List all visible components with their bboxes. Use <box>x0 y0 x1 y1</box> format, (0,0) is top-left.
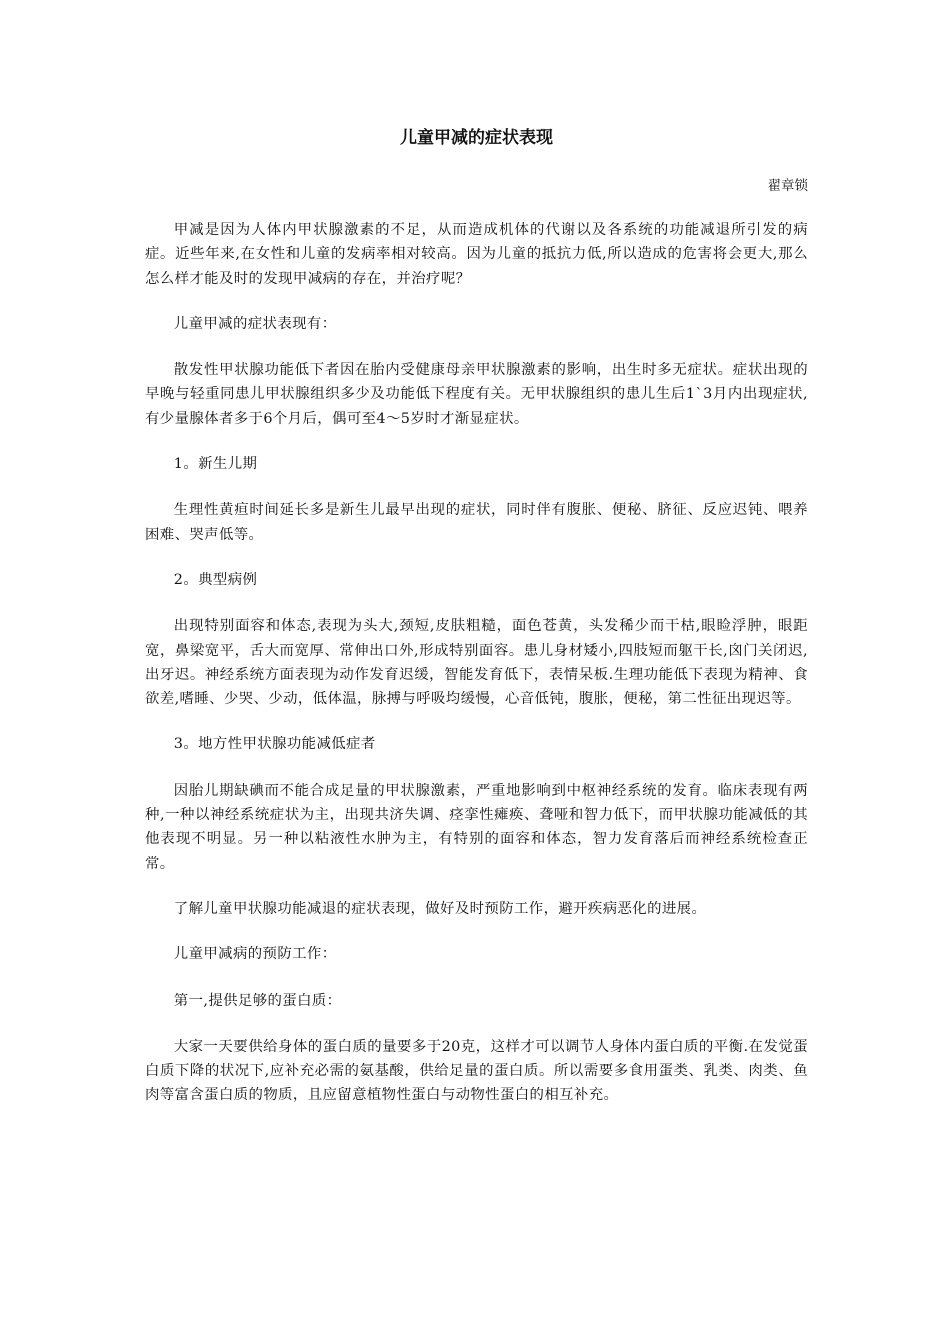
paragraph-prevention-heading: 儿童甲减病的预防工作： <box>173 946 337 963</box>
paragraph-newborn: 生理性黄疸时间延长多是新生儿最早出现的症状，同时伴有腹胀、便秘、脐征、反应迟钝、喂养困难、哭声低等。 <box>145 502 808 543</box>
section-heading-typical: 2。典型病例 <box>173 571 258 588</box>
paragraph-protein: 大家一天要供给身体的蛋白质的量要多于20克，这样才可以调节人身体内蛋白质的平衡.在发觉蛋白质下降的状况下,应补充必需的氨基酸，供给足量的蛋白质。所以需要多食用蛋类、乳类、肉类、鱼肉等富含蛋白质的物质，且应留意植物性蛋白与动物性蛋白的相互补充。 <box>145 1038 808 1104</box>
section-heading-newborn: 1。新生儿期 <box>173 456 258 473</box>
document-author: 翟章锁 <box>767 178 808 194</box>
paragraph-sporadic-type: 散发性甲状腺功能低下者因在胎内受健康母亲甲状腺激素的影响，出生时多无症状。症状出现的早晚与轻重同患儿甲状腺组织多少及功能低下程度有关。无甲状腺组织的患儿生后1`3月内出现症状,有少量腺体者多于6个月后，偶可至4～5岁时才渐显症状。 <box>145 362 808 427</box>
paragraph-symptoms-heading: 儿童甲减的症状表现有： <box>173 315 337 332</box>
document-title: 儿童甲减的症状表现 <box>400 128 553 148</box>
document-body <box>145 218 808 1129</box>
paragraph-summary: 了解儿童甲状腺功能减退的症状表现，做好及时预防工作，避开疾病恶化的进展。 <box>173 900 707 917</box>
section-heading-protein: 第一,提供足够的蛋白质： <box>173 992 342 1009</box>
paragraph-intro: 甲减是因为人体内甲状腺激素的不足，从而造成机体的代谢以及各系统的功能减退所引发的病症。近些年来,在女性和儿童的发病率相对较高。因为儿童的抵抗力低,所以造成的危害将会更大,那么怎么样才能及时的发现甲减病的存在，并治疗呢？ <box>145 222 808 287</box>
paragraph-typical: 出现特别面容和体态,表现为头大,颈短,皮肤粗糙，面色苍黄，头发稀少而干枯,眼睑浮肿，眼距宽，鼻梁宽平，舌大而宽厚、常伸出口外,形成特别面容。患儿身材矮小,四肢短而躯干长,囟门关闭迟,出牙迟。神经系统方面表现为动作发育迟缓，智能发育低下，表情呆板.生理功能低下表现为精神、食欲差,嗜睡、少哭、少动，低体温，脉搏与呼吸均缓慢，心音低钝，腹胀，便秘，第二性征出现迟等。 <box>145 618 808 708</box>
section-heading-endemic: 3。地方性甲状腺功能减低症者 <box>173 736 376 753</box>
paragraph-endemic: 因胎儿期缺碘而不能合成足量的甲状腺激素，严重地影响到中枢神经系统的发育。临床表现有两种,一种以神经系统症状为主，出现共济失调、痉挛性瘫痪、聋哑和智力低下，而甲状腺功能减低的其他表现不明显。另一种以粘液性水肿为主，有特别的面容和体态，智力发育落后而神经系统检查正常。 <box>145 782 808 872</box>
